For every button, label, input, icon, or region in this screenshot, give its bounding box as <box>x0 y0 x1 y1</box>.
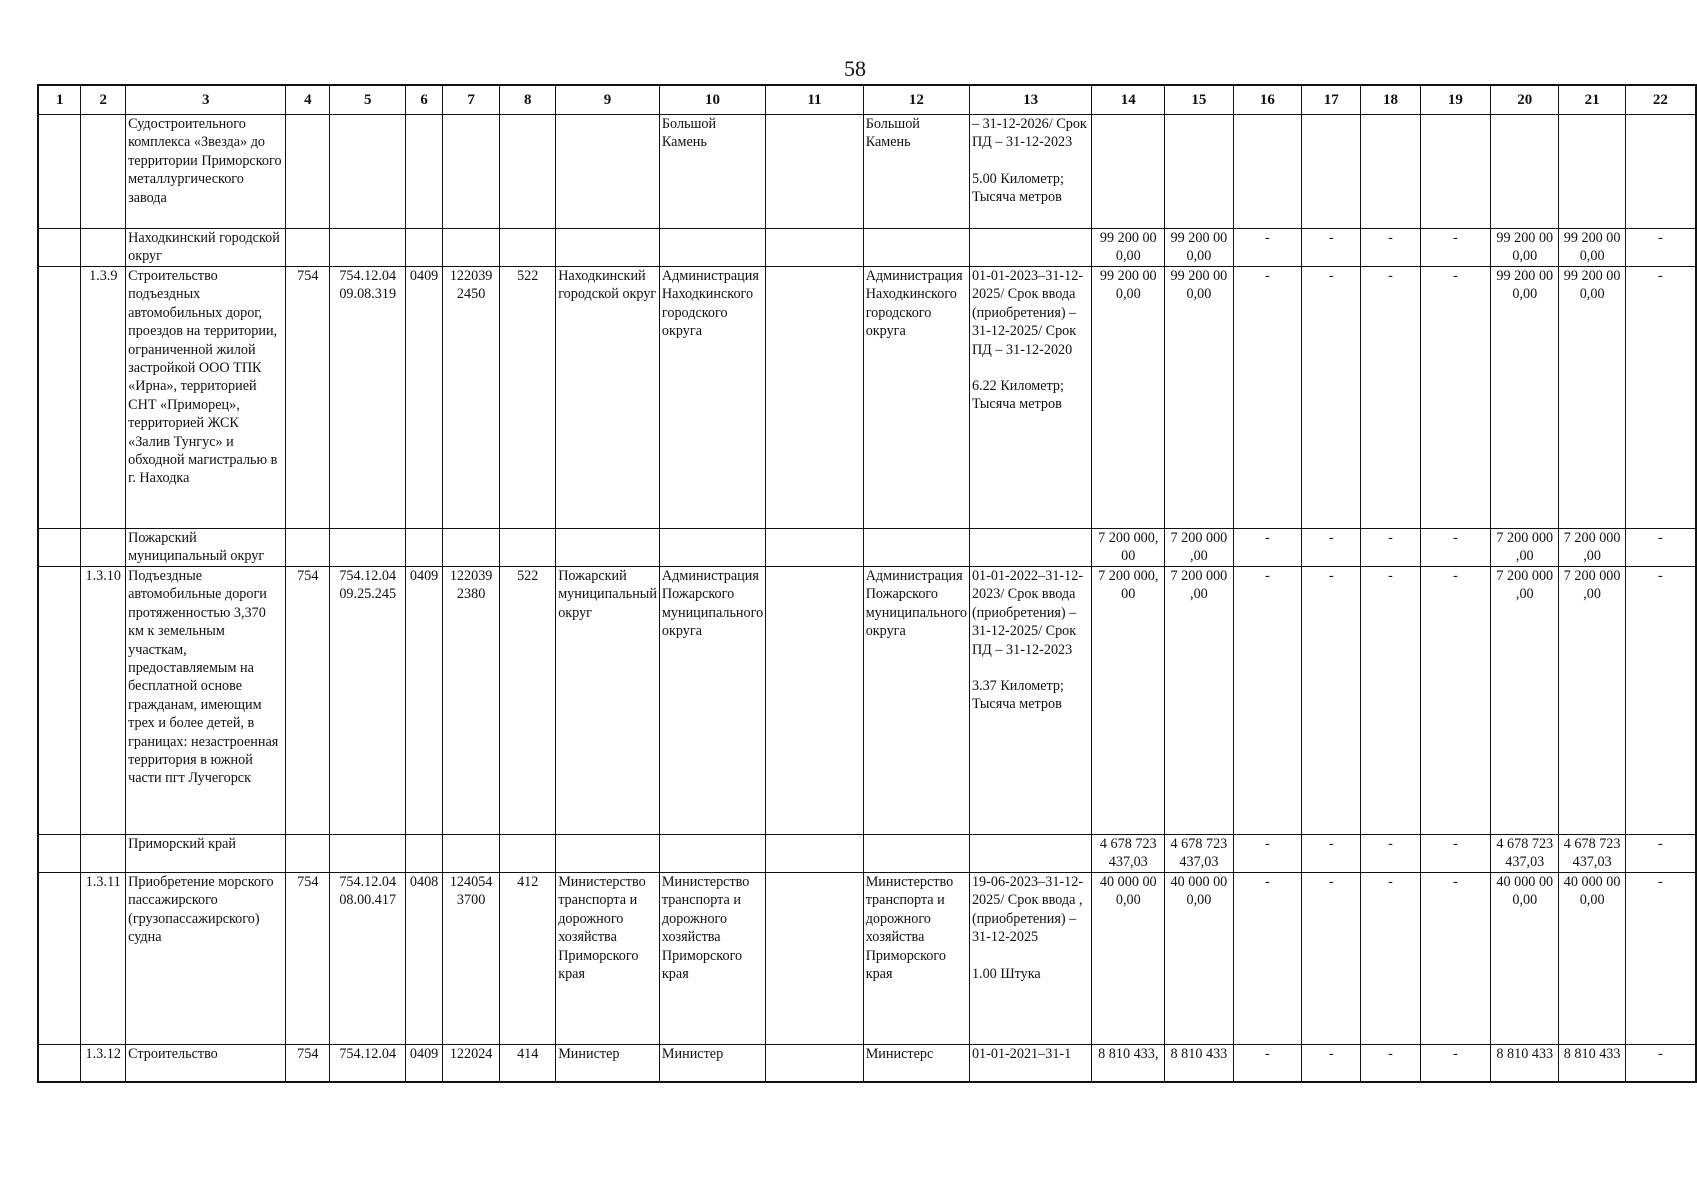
table-cell-col-7 <box>442 115 499 229</box>
table-cell-col-9 <box>556 529 660 567</box>
col-header: 9 <box>556 85 660 115</box>
table-cell-col-3: Приобретение морского пассажирского (грузопассажирского) судна <box>126 873 286 1045</box>
table-cell-col-5: 754.12.04 <box>330 1045 406 1083</box>
table-cell-col-8 <box>500 229 556 267</box>
table-cell-col-8: 414 <box>500 1045 556 1083</box>
table-cell-col-6 <box>406 115 443 229</box>
table-row <box>38 873 1696 1045</box>
col-header: 17 <box>1302 85 1361 115</box>
table-cell-col-12 <box>863 835 969 873</box>
table-cell-col-4: 754 <box>286 873 330 1045</box>
table-cell-col-7: 122039 2380 <box>442 567 499 835</box>
table-cell-col-15: 7 200 000 ,00 <box>1165 567 1233 835</box>
table-cell-col-4 <box>286 835 330 873</box>
table-cell-col-11 <box>766 115 864 229</box>
table-cell-col-1 <box>38 1045 81 1083</box>
table-cell-col-20: 4 678 723 437,03 <box>1491 835 1559 873</box>
col-header: 2 <box>81 85 126 115</box>
table-cell-col-20: 7 200 000 ,00 <box>1491 529 1559 567</box>
table-cell-col-12 <box>863 529 969 567</box>
table-cell-col-20: 99 200 00 0,00 <box>1491 229 1559 267</box>
capacity-text: 3.37 Километр; Тысяча метров <box>971 678 1064 713</box>
table-cell-col-4: 754 <box>286 267 330 529</box>
table-cell-col-22: - <box>1625 229 1696 267</box>
table-row <box>38 1045 1696 1083</box>
table-cell-col-5 <box>330 529 406 567</box>
col-header: 1 <box>38 85 81 115</box>
capacity-text: 5.00 Километр; Тысяча метров <box>971 170 1064 206</box>
table-cell-col-14: 7 200 000, 00 <box>1092 529 1165 567</box>
table-cell-col-12: Министерство транспорта и дорожного хозяйства Приморского края <box>863 873 969 1045</box>
table-cell-col-22: - <box>1625 267 1696 529</box>
table-cell-col-4 <box>286 115 330 229</box>
table-cell-col-1 <box>38 115 81 229</box>
table-cell-col-14: 8 810 433, <box>1092 1045 1165 1083</box>
table-row <box>38 229 1696 267</box>
col-header: 21 <box>1559 85 1625 115</box>
deadline-text: 01-01-2021–31-1 <box>971 1046 1072 1062</box>
table-cell-col-15 <box>1165 115 1233 229</box>
table-cell-col-7 <box>442 529 499 567</box>
table-cell-col-18: - <box>1361 835 1420 873</box>
table-cell-col-21: 8 810 433 <box>1559 1045 1625 1083</box>
table-cell-col-17: - <box>1302 1045 1361 1083</box>
table-row <box>38 529 1696 567</box>
table-cell-col-14: 99 200 00 0,00 <box>1092 267 1165 529</box>
table-cell-col-13 <box>969 267 1091 529</box>
table-cell-col-7: 122024 <box>442 1045 499 1083</box>
table-cell-col-17: - <box>1302 873 1361 1045</box>
table-cell-col-15: 99 200 00 0,00 <box>1165 267 1233 529</box>
table-cell-col-11 <box>766 1045 864 1083</box>
table-cell-col-3: Приморский край <box>126 835 286 873</box>
table-cell-col-1 <box>38 529 81 567</box>
table-cell-col-18: - <box>1361 567 1420 835</box>
table-row <box>38 567 1696 835</box>
table-cell-col-7 <box>442 835 499 873</box>
table-cell-col-9 <box>556 835 660 873</box>
table-cell-col-8: 522 <box>500 567 556 835</box>
table-cell-col-5 <box>330 229 406 267</box>
table-cell-col-12: Администрация Пожарского муниципального округа <box>863 567 969 835</box>
table-cell-col-11 <box>766 529 864 567</box>
col-header: 5 <box>330 85 406 115</box>
table-cell-col-10 <box>659 835 765 873</box>
table-cell-col-15: 40 000 00 0,00 <box>1165 873 1233 1045</box>
table-cell-col-1 <box>38 267 81 529</box>
table-cell-col-12 <box>863 229 969 267</box>
table-cell-col-21 <box>1559 115 1625 229</box>
table-cell-col-22: - <box>1625 529 1696 567</box>
table-cell-col-3: Строительство <box>126 1045 286 1083</box>
table-cell-col-16: - <box>1233 229 1302 267</box>
program-table <box>37 84 1697 1083</box>
col-header: 18 <box>1361 85 1420 115</box>
table-cell-col-6: 0408 <box>406 873 443 1045</box>
table-cell-col-15: 8 810 433 <box>1165 1045 1233 1083</box>
table-cell-col-16: - <box>1233 267 1302 529</box>
table-cell-col-11 <box>766 567 864 835</box>
table-cell-col-13 <box>969 873 1091 1045</box>
deadline-text: – 31-12-2026/ Срок ПД – 31-12-2023 <box>971 116 1087 151</box>
col-header: 22 <box>1625 85 1696 115</box>
table-cell-col-22 <box>1625 115 1696 229</box>
table-cell-col-1 <box>38 873 81 1045</box>
table-cell-col-6 <box>406 229 443 267</box>
table-cell-col-21: 4 678 723 437,03 <box>1559 835 1625 873</box>
table-cell-col-2 <box>81 529 126 567</box>
table-cell-col-2 <box>81 115 126 229</box>
capacity-text: 1.00 Штука <box>971 965 1041 982</box>
table-cell-col-14: 4 678 723 437,03 <box>1092 835 1165 873</box>
table-cell-col-22: - <box>1625 1045 1696 1083</box>
table-cell-col-12: Министерс <box>863 1045 969 1083</box>
table-cell-col-4 <box>286 529 330 567</box>
table-cell-col-18: - <box>1361 529 1420 567</box>
table-cell-col-21: 7 200 000 ,00 <box>1559 529 1625 567</box>
table-cell-col-11 <box>766 267 864 529</box>
table-cell-col-1 <box>38 229 81 267</box>
table-cell-col-3: Строительство подъездных автомобильных дорог, проездов на территории, ограниченной жилой застройкой ООО ТПК «Ирна», территорией СНТ «Приморец», территорией ЖСК «Залив Тунгус» и обходной магистралью в г. Находка <box>126 267 286 529</box>
table-cell-col-17: - <box>1302 529 1361 567</box>
table-cell-col-2 <box>81 229 126 267</box>
table-cell-col-5: 754.12.04 09.25.245 <box>330 567 406 835</box>
table-cell-col-19: - <box>1420 873 1490 1045</box>
table-cell-col-18: - <box>1361 1045 1420 1083</box>
table-cell-col-6 <box>406 529 443 567</box>
table-cell-col-10: Администрация Находкинского городского округа <box>659 267 765 529</box>
table-cell-col-11 <box>766 229 864 267</box>
table-cell-col-20: 7 200 000 ,00 <box>1491 567 1559 835</box>
table-cell-col-6: 0409 <box>406 1045 443 1083</box>
table-cell-col-22: - <box>1625 567 1696 835</box>
table-cell-col-5 <box>330 835 406 873</box>
table-cell-col-8: 522 <box>500 267 556 529</box>
table-cell-col-10 <box>659 529 765 567</box>
table-cell-col-13 <box>969 835 1091 873</box>
table-cell-col-7: 122039 2450 <box>442 267 499 529</box>
table-cell-col-5: 754.12.04 08.00.417 <box>330 873 406 1045</box>
table-cell-col-20: 8 810 433 <box>1491 1045 1559 1083</box>
table-cell-col-5 <box>330 115 406 229</box>
col-header: 3 <box>126 85 286 115</box>
table-cell-col-14: 40 000 00 0,00 <box>1092 873 1165 1045</box>
table-cell-col-18: - <box>1361 229 1420 267</box>
table-cell-col-20: 40 000 00 0,00 <box>1491 873 1559 1045</box>
table-cell-col-15: 4 678 723 437,03 <box>1165 835 1233 873</box>
table-cell-col-9: Находкинский городской округ <box>556 267 660 529</box>
table-cell-col-19: - <box>1420 835 1490 873</box>
col-header: 19 <box>1420 85 1490 115</box>
table-cell-col-19: - <box>1420 1045 1490 1083</box>
table-cell-col-3: Пожарский муниципальный округ <box>126 529 286 567</box>
table-cell-col-4: 754 <box>286 1045 330 1083</box>
table-row <box>38 267 1696 529</box>
table-cell-col-13 <box>969 1045 1091 1083</box>
table-cell-col-6 <box>406 835 443 873</box>
table-cell-col-9 <box>556 229 660 267</box>
table-cell-col-16: - <box>1233 1045 1302 1083</box>
table-cell-col-9 <box>556 115 660 229</box>
deadline-text: 01-01-2023–31-12-2025/ Срок ввода (приобретения) – 31-12-2025/ Срок ПД – 31-12-2020 <box>971 268 1084 358</box>
table-cell-col-9: Пожарский муниципальный округ <box>556 567 660 835</box>
table-cell-col-10: Министерство транспорта и дорожного хозяйства Приморского края <box>659 873 765 1045</box>
table-cell-col-17: - <box>1302 835 1361 873</box>
table-cell-col-13 <box>969 229 1091 267</box>
table-cell-col-2: 1.3.12 <box>81 1045 126 1083</box>
table-cell-col-2: 1.3.10 <box>81 567 126 835</box>
table-cell-col-16 <box>1233 115 1302 229</box>
table-cell-col-14: 7 200 000, 00 <box>1092 567 1165 835</box>
col-header: 7 <box>442 85 499 115</box>
table-cell-col-6: 0409 <box>406 267 443 529</box>
col-header: 13 <box>969 85 1091 115</box>
table-cell-col-15: 99 200 00 0,00 <box>1165 229 1233 267</box>
table-cell-col-8 <box>500 115 556 229</box>
table-cell-col-19: - <box>1420 267 1490 529</box>
table-cell-col-12: Большой Камень <box>863 115 969 229</box>
table-cell-col-14 <box>1092 115 1165 229</box>
table-cell-col-7: 124054 3700 <box>442 873 499 1045</box>
table-cell-col-19: - <box>1420 567 1490 835</box>
col-header: 11 <box>766 85 864 115</box>
table-cell-col-5: 754.12.04 09.08.319 <box>330 267 406 529</box>
table-cell-col-12: Администрация Находкинского городского округа <box>863 267 969 529</box>
table-cell-col-10 <box>659 229 765 267</box>
table-cell-col-21: 99 200 00 0,00 <box>1559 229 1625 267</box>
table-cell-col-11 <box>766 873 864 1045</box>
table-cell-col-1 <box>38 835 81 873</box>
capacity-text: 6.22 Километр; Тысяча метров <box>971 378 1064 413</box>
table-cell-col-2: 1.3.9 <box>81 267 126 529</box>
table-cell-col-18: - <box>1361 267 1420 529</box>
table-cell-col-16: - <box>1233 567 1302 835</box>
col-header: 14 <box>1092 85 1165 115</box>
table-cell-col-10: Большой Камень <box>659 115 765 229</box>
table-cell-col-8: 412 <box>500 873 556 1045</box>
table-cell-col-13 <box>969 567 1091 835</box>
table-cell-col-21: 99 200 00 0,00 <box>1559 267 1625 529</box>
table-cell-col-18 <box>1361 115 1420 229</box>
table-cell-col-2 <box>81 835 126 873</box>
table-cell-col-17: - <box>1302 267 1361 529</box>
table-cell-col-11 <box>766 835 864 873</box>
table-cell-col-17 <box>1302 115 1361 229</box>
col-header: 10 <box>659 85 765 115</box>
table-cell-col-22: - <box>1625 873 1696 1045</box>
table-cell-col-3: Находкинский городской округ <box>126 229 286 267</box>
deadline-text: 19-06-2023–31-12-2025/ Срок ввода , (приобретения) – 31-12-2025 <box>971 874 1084 946</box>
table-row <box>38 115 1696 229</box>
table-cell-col-9: Министерство транспорта и дорожного хозяйства Приморского края <box>556 873 660 1045</box>
table-cell-col-19 <box>1420 115 1490 229</box>
table-cell-col-9: Министер <box>556 1045 660 1083</box>
page-number: 58 <box>844 56 866 81</box>
table-cell-col-18: - <box>1361 873 1420 1045</box>
table-cell-col-21: 40 000 00 0,00 <box>1559 873 1625 1045</box>
table-cell-col-16: - <box>1233 873 1302 1045</box>
table-cell-col-21: 7 200 000 ,00 <box>1559 567 1625 835</box>
table-cell-col-17: - <box>1302 567 1361 835</box>
table-cell-col-14: 99 200 00 0,00 <box>1092 229 1165 267</box>
col-header: 20 <box>1491 85 1559 115</box>
table-cell-col-6: 0409 <box>406 567 443 835</box>
table-cell-col-19: - <box>1420 229 1490 267</box>
table-cell-col-8 <box>500 835 556 873</box>
table-cell-col-15: 7 200 000 ,00 <box>1165 529 1233 567</box>
col-header: 15 <box>1165 85 1233 115</box>
table-cell-col-10: Министер <box>659 1045 765 1083</box>
col-header: 12 <box>863 85 969 115</box>
table-cell-col-3: Подъездные автомобильные дороги протяженностью 3,370 км к земельным участкам, предоставляемым на бесплатной основе гражданам, имеющим трех и более детей, в границах: незастроенная территория в южной части пгт Лучегорск <box>126 567 286 835</box>
col-header: 8 <box>500 85 556 115</box>
table-cell-col-16: - <box>1233 529 1302 567</box>
table-cell-col-4 <box>286 229 330 267</box>
table-cell-col-1 <box>38 567 81 835</box>
table-cell-col-3: Судостроительного комплекса «Звезда» до территории Приморского металлургического завода <box>126 115 286 229</box>
table-cell-col-19: - <box>1420 529 1490 567</box>
col-header: 4 <box>286 85 330 115</box>
col-header: 16 <box>1233 85 1302 115</box>
table-cell-col-2: 1.3.11 <box>81 873 126 1045</box>
table-cell-col-13 <box>969 529 1091 567</box>
table-cell-col-20 <box>1491 115 1559 229</box>
table-cell-col-8 <box>500 529 556 567</box>
table-cell-col-13 <box>969 115 1091 229</box>
table-cell-col-4: 754 <box>286 567 330 835</box>
table-cell-col-22: - <box>1625 835 1696 873</box>
table-cell-col-7 <box>442 229 499 267</box>
table-cell-col-10: Администрация Пожарского муниципального округа <box>659 567 765 835</box>
col-header: 6 <box>406 85 443 115</box>
header-row <box>38 85 1696 115</box>
table-cell-col-20: 99 200 00 0,00 <box>1491 267 1559 529</box>
table-cell-col-16: - <box>1233 835 1302 873</box>
deadline-text: 01-01-2022–31-12-2023/ Срок ввода (приобретения) – 31-12-2025/ Срок ПД – 31-12-2023 <box>971 568 1084 658</box>
table-row <box>38 835 1696 873</box>
table-cell-col-17: - <box>1302 229 1361 267</box>
